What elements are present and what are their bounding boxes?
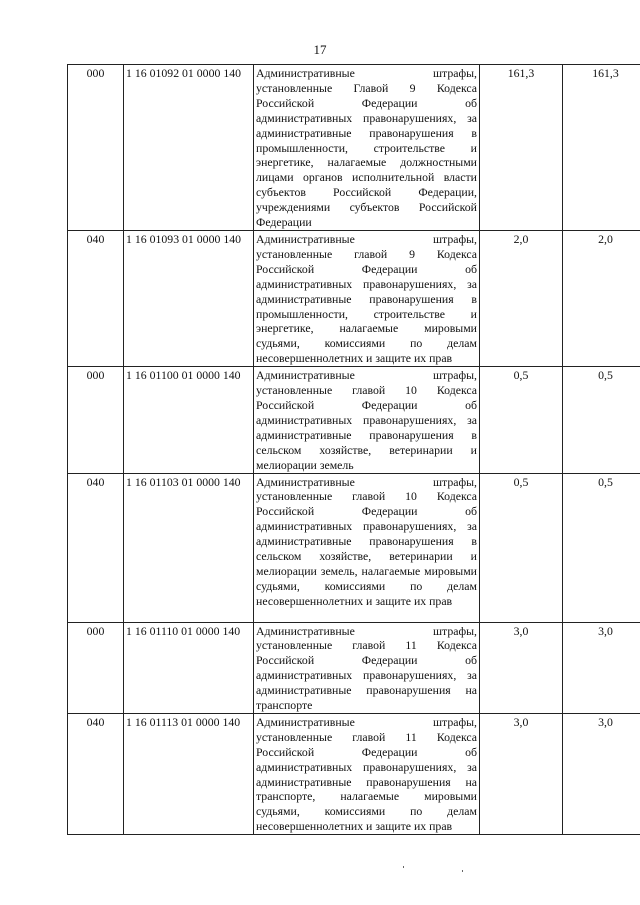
admin-code-cell: 040 [68,713,124,834]
admin-code-cell: 000 [68,367,124,473]
revenue-name-cell: Административные штрафы, установленные главой 9 Кодекса Российской Федерации об административных правонарушениях, за административные правонарушения в промышленности, строительстве и энергетике, налагаемые мировыми судьями, комиссиями по делам несовершеннолетних и защите их прав [254,231,480,367]
amount-cell-2: 3,0 [563,713,640,834]
budget-code-cell: 1 16 01110 01 0000 140 [124,622,254,713]
scan-speck [403,866,404,868]
amount-cell-2: 0,5 [563,473,640,622]
admin-code-cell: 040 [68,231,124,367]
budget-code-cell: 1 16 01100 01 0000 140 [124,367,254,473]
budget-code-cell: 1 16 01103 01 0000 140 [124,473,254,622]
amount-cell-1: 3,0 [480,713,563,834]
page-number: 17 [313,42,327,57]
admin-code-cell: 040 [68,473,124,622]
budget-code-cell: 1 16 01092 01 0000 140 [124,65,254,231]
table-row [68,367,640,473]
budget-code-cell: 1 16 01093 01 0000 140 [124,231,254,367]
revenue-name-cell: Административные штрафы, установленные главой 11 Кодекса Российской Федерации об административных правонарушениях, за административные правонарушения на транспорте, налагаемые мировыми судьями, комиссиями по делам несовершеннолетних и защите их прав [254,713,480,834]
table-row [68,622,640,713]
revenue-name-cell: Административные штрафы, установленные Главой 9 Кодекса Российской Федерации об административных правонарушениях, за административные правонарушения в промышленности, строительстве и энергетике, налагаемые должностными лицами органов исполнительной власти субъектов Российской Федерации, учреждениями субъектов Российской Федерации [254,65,480,231]
amount-cell-1: 0,5 [480,473,563,622]
table-row [68,473,640,622]
admin-code-cell: 000 [68,65,124,231]
revenue-name-cell: Административные штрафы, установленные главой 11 Кодекса Российской Федерации об административных правонарушениях, за административные правонарушения на транспорте [254,622,480,713]
amount-cell-2: 3,0 [563,622,640,713]
amount-cell-2: 161,3 [563,65,640,231]
revenue-name-cell: Административные штрафы, установленные главой 10 Кодекса Российской Федерации об административных правонарушениях, за административные правонарушения в сельском хозяйстве, ветеринарии и мелиорации земель [254,367,480,473]
admin-code-cell: 000 [68,622,124,713]
amount-cell-2: 0,5 [563,367,640,473]
budget-code-cell: 1 16 01113 01 0000 140 [124,713,254,834]
amount-cell-1: 161,3 [480,65,563,231]
revenue-table [67,64,640,835]
revenue-name-cell: Административные штрафы, установленные главой 10 Кодекса Российской Федерации об административных правонарушениях, за административные правонарушения в сельском хозяйстве, ветеринарии и мелиорации земель, налагаемые мировыми судьями, комиссиями по делам несовершеннолетних и защите их прав [254,473,480,622]
amount-cell-1: 0,5 [480,367,563,473]
amount-cell-1: 2,0 [480,231,563,367]
table-row [68,65,640,231]
table-row [68,713,640,834]
amount-cell-1: 3,0 [480,622,563,713]
amount-cell-2: 2,0 [563,231,640,367]
table-row [68,231,640,367]
scan-speck [462,870,463,872]
